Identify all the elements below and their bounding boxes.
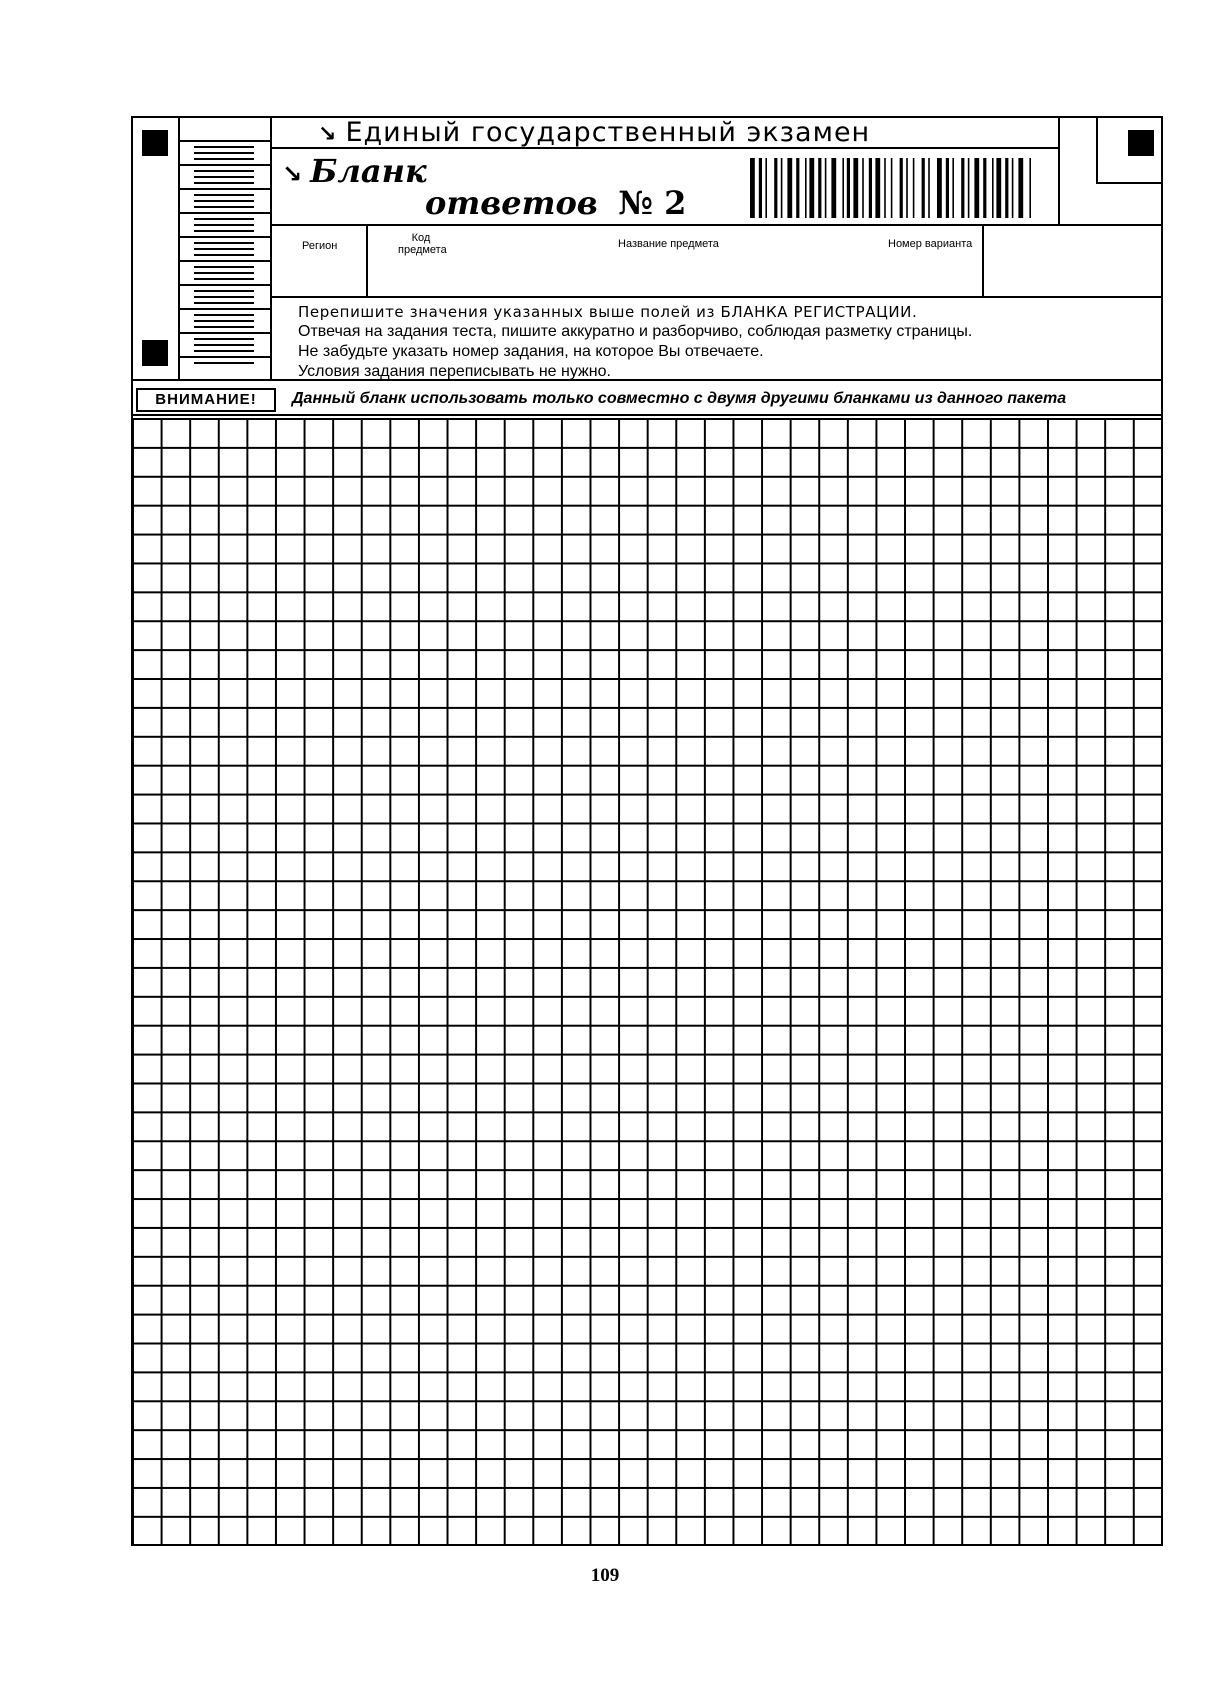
barcode-bar <box>853 158 858 218</box>
barcode-bar <box>996 158 1001 218</box>
form-name-line2-row <box>425 184 686 222</box>
barcode-bar <box>818 158 821 218</box>
instructions <box>298 302 972 382</box>
ladder-mark <box>194 296 254 298</box>
ladder-mark <box>194 182 254 184</box>
exam-title: Единый государственный экзамен <box>345 117 871 148</box>
ladder-mark <box>178 212 270 214</box>
header-right-box-bottom <box>1096 182 1162 184</box>
ladder-mark <box>194 344 254 346</box>
ladder-mark <box>194 278 254 280</box>
header-right-divider <box>1058 116 1060 226</box>
ladder-mark <box>194 290 254 292</box>
barcode-bar <box>968 158 970 218</box>
arrow-icon: ↘ <box>282 161 303 188</box>
alignment-ladder <box>178 140 270 370</box>
barcode-bar <box>900 158 903 218</box>
ladder-mark <box>194 170 254 172</box>
ladder-mark <box>194 200 254 202</box>
barcode-bar <box>884 158 886 218</box>
barcode-bar <box>862 158 864 218</box>
field-divider-1 <box>366 224 368 296</box>
barcode-bar <box>781 158 783 218</box>
barcode-bar <box>961 158 964 218</box>
notice-text: Данный бланк использовать только совместно с двумя другими бланками из данного пакета <box>292 390 1067 407</box>
ladder-mark <box>194 254 254 256</box>
barcode-bar <box>869 158 872 218</box>
notice-label: ВНИМАНИЕ! <box>136 388 276 412</box>
ladder-mark <box>178 140 270 142</box>
field-divider-2 <box>982 224 984 296</box>
fields-top-line <box>270 224 1162 226</box>
answer-grid[interactable] <box>132 418 1162 1545</box>
ladder-mark <box>194 314 254 316</box>
barcode-bar <box>875 158 880 218</box>
notice-bottom-line <box>131 414 1163 416</box>
ladder-mark <box>194 218 254 220</box>
barcode-bar <box>759 158 762 218</box>
instruction-line: Отвечая на задания теста, пишите аккуратно и разборчиво, соблюдая разметку страницы. <box>298 323 973 340</box>
ladder-mark <box>194 152 254 154</box>
barcode-bar <box>992 158 994 218</box>
ladder-mark <box>178 260 270 262</box>
barcode-bar <box>1005 158 1008 218</box>
instruction-line: Перепишите значения указанных выше полей из БЛАНКА РЕГИСТРАЦИИ. <box>298 303 918 321</box>
ladder-mark <box>178 164 270 166</box>
barcode-bar <box>796 158 799 218</box>
ladder-mark <box>194 350 254 352</box>
field-label-subject-name: Название предмета <box>618 238 719 250</box>
barcode-bar <box>847 158 850 218</box>
alignment-marker-top-left <box>142 130 168 156</box>
ladder-mark <box>194 320 254 322</box>
alignment-marker-top-right <box>1128 130 1154 156</box>
ladder-mark <box>194 158 254 160</box>
ladder-mark <box>194 176 254 178</box>
ladder-mark <box>194 248 254 250</box>
field-label-subject-code: Код предмета <box>398 232 447 256</box>
arrow-icon: ↘ <box>318 122 338 147</box>
barcode-bar <box>974 158 979 218</box>
barcode-bar <box>842 158 844 218</box>
barcode-bar <box>891 158 893 218</box>
barcode-bar <box>928 158 930 218</box>
barcode-bar <box>831 158 836 218</box>
ladder-mark <box>194 206 254 208</box>
ladder-mark <box>194 338 254 340</box>
barcode-bar <box>913 158 915 218</box>
barcode-bar <box>809 158 814 218</box>
ladder-mark <box>194 224 254 226</box>
barcode-bar <box>946 158 949 218</box>
ladder-mark <box>178 308 270 310</box>
barcode-bar <box>805 158 807 218</box>
barcode-bar <box>750 158 755 218</box>
ladder-mark <box>194 242 254 244</box>
barcode-bar <box>787 158 792 218</box>
ladder-mark <box>194 230 254 232</box>
barcode-bar <box>765 158 767 218</box>
form-number: № 2 <box>618 184 687 222</box>
barcode-bar <box>825 158 827 218</box>
ladder-mark <box>194 194 254 196</box>
ladder-right-divider <box>270 116 272 380</box>
ladder-mark <box>194 302 254 304</box>
fields-bottom-line <box>270 296 1162 298</box>
exam-title-row <box>318 117 870 148</box>
barcode-bar <box>906 158 908 218</box>
ladder-mark <box>194 266 254 268</box>
barcode-bar <box>983 158 986 218</box>
barcode-bar <box>937 158 942 218</box>
page-number: 109 <box>590 1565 620 1586</box>
ladder-mark <box>194 146 254 148</box>
ladder-mark <box>178 332 270 334</box>
ladder-mark <box>178 356 270 358</box>
ladder-mark <box>178 188 270 190</box>
barcode-bar <box>1029 158 1031 218</box>
ladder-mark <box>194 362 254 364</box>
barcode-bar <box>774 158 777 218</box>
header-right-box-left <box>1096 116 1098 184</box>
barcode-bar <box>922 158 925 218</box>
barcode-bar <box>1012 158 1014 218</box>
field-label-variant-number: Номер варианта <box>888 238 973 250</box>
ladder-mark <box>194 326 254 328</box>
barcode-bar <box>952 158 954 218</box>
alignment-marker-bottom-left <box>142 340 168 366</box>
barcode-bar <box>1018 158 1023 218</box>
ladder-mark <box>194 272 254 274</box>
form-name-line1: Бланк <box>310 152 427 190</box>
ladder-mark <box>178 284 270 286</box>
instruction-line: Условия задания переписывать не нужно. <box>298 363 611 380</box>
field-label-region: Регион <box>302 240 338 252</box>
barcode <box>750 158 1032 218</box>
form-name-line2: ответов <box>425 184 598 222</box>
form-name-line1-row <box>282 152 427 190</box>
instruction-line: Не забудьте указать номер задания, на которое Вы отвечаете. <box>298 343 764 360</box>
ladder-mark <box>178 236 270 238</box>
